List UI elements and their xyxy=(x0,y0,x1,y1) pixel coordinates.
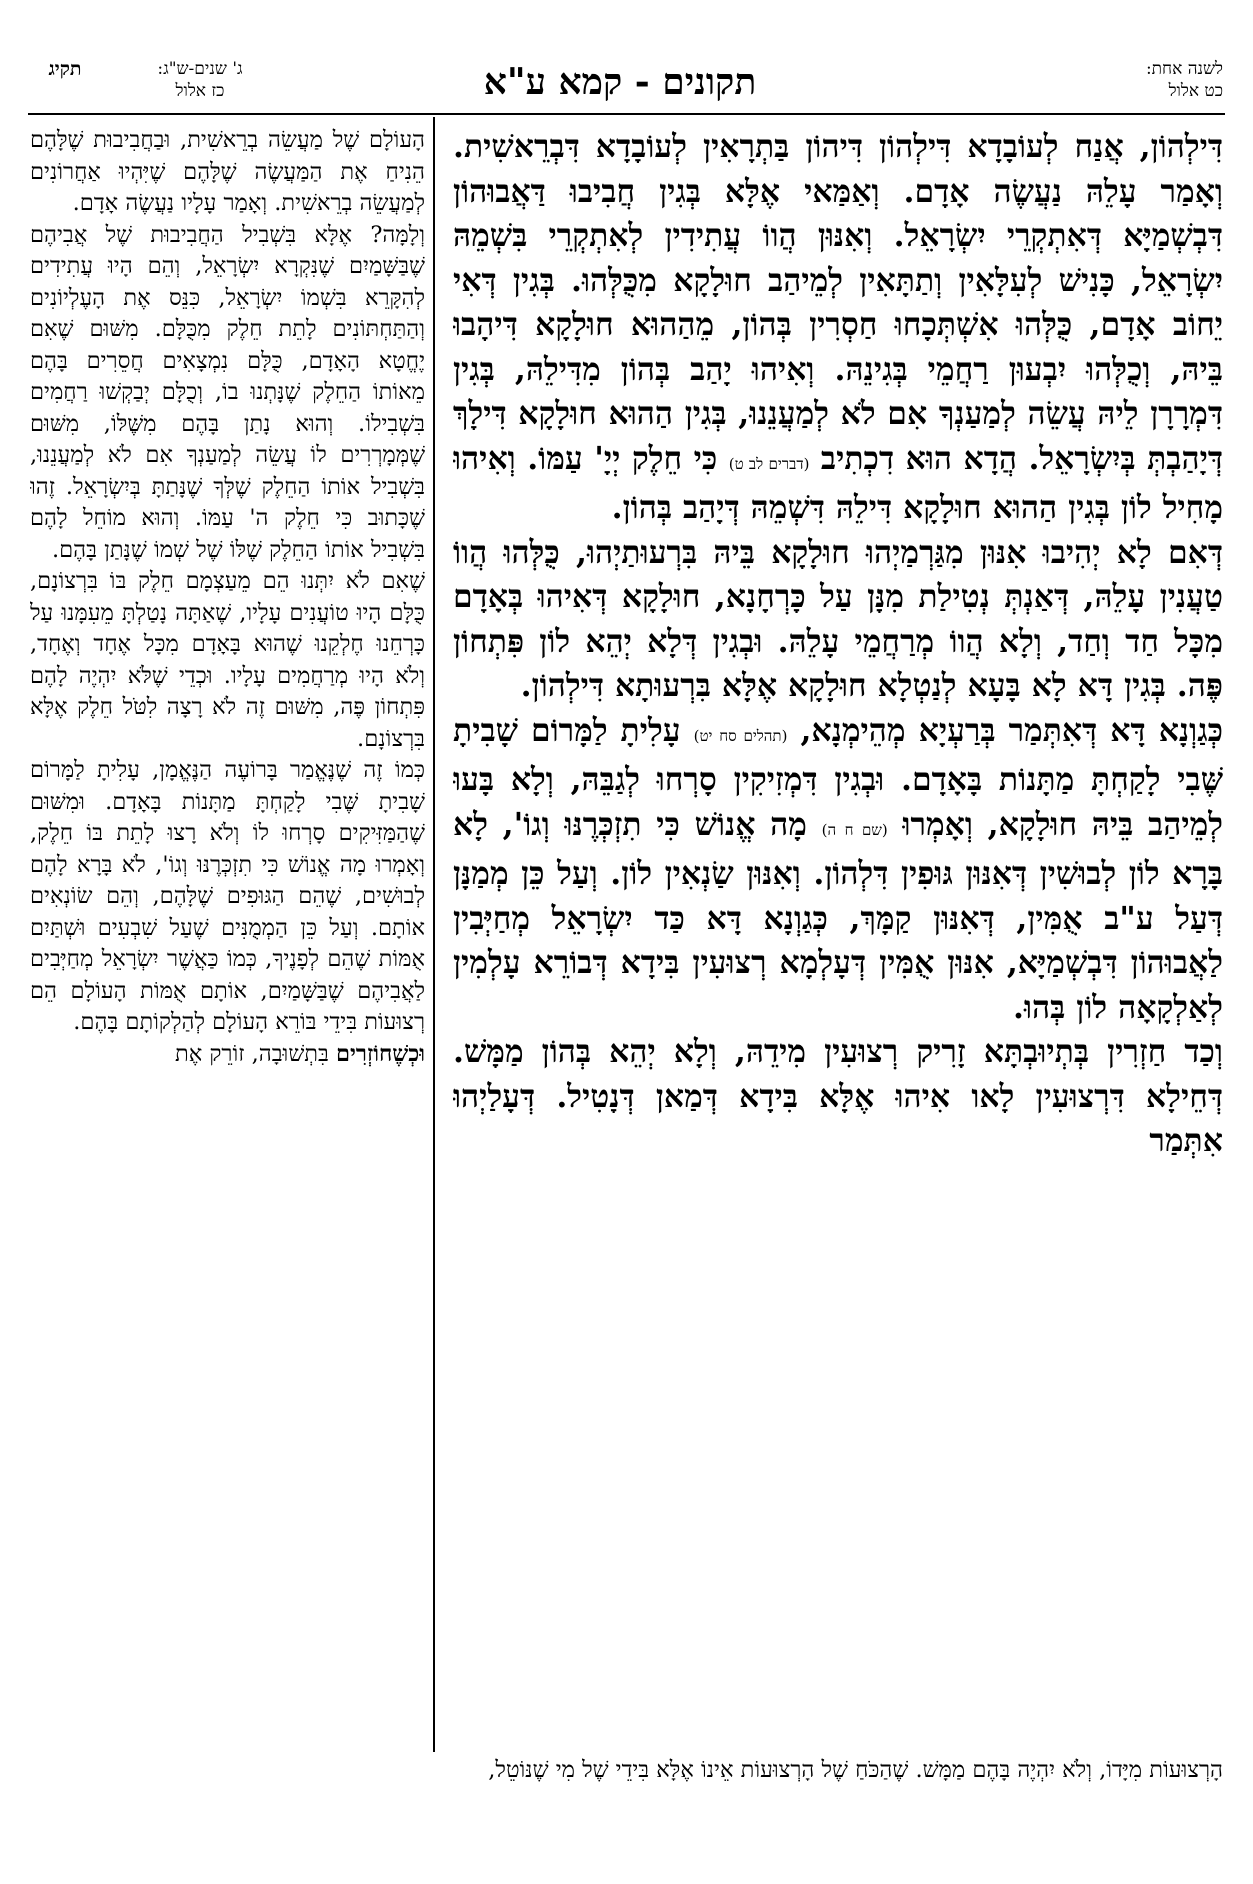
page-number: תקיג xyxy=(48,58,82,80)
reading-schedule-three-years: ג' שנים-ש"ג: xyxy=(157,59,243,79)
translation-paragraph xyxy=(30,1039,425,1071)
header-left-block xyxy=(110,58,290,118)
main-text-segment: דִּילְהוֹן, אֲנַח לְעוֹבָדָא דִּילְהוֹן דִּיהוֹן בַּתְרָאִין לְעוֹבָדָא דִּבְרֵאשִׁית. וְאָמַר עָלֵהּ נַעֲשֶׂה אָדָם. וְאַמַּאי אֶלָּא בְּגִין חֲבִיבוּ דַּאֲבוּהוֹן דִּבְשְׁמַיָּא דְּאִתְקְרֵי יִשְׂרָאֵל. וְאִנּוּן הֲווֹ עֲתִידִין לְאִתְקְרֵי בִּשְׁמֵהּ יִשְׂרָאֵל, כָּנִישׁ לְעִלָּאִין וְתַתָּאִין לְמֵיהַב חוּלָקָא מִכֻּלְּהוּ. בְּגִין דְּאִי יֵחוֹב אָדָם, כֻּלְּהוּ אִשְׁתְּכָחוּ חַסְרִין בְּהוֹן, מֵהַהוּא חוּלָקָא דִּיהָבוּ בֵּיהּ, וְכֻלְּהוּ יִבְעוּן רַחֲמֵי בְּגִינֵהּ. וְאִיהוּ יָהַב בְּהוֹן מִדִּילֵהּ, בְּגִין דִּמְרָרָן לֵיהּ עֲשֵׂה לְמַעַנְךָ אִם לֹא לְמַעֲנֵנוּ, בְּגִין הַהוּא חוּלָקָא דִּילָךְ דְּיָהַבְתְּ בְּיִשְׂרָאֵל. הֲדָא הוּא דִכְתִיב xyxy=(453,128,1223,477)
page-title: תקונים - קמא ע"א xyxy=(483,61,757,103)
main-text-segment: דְּאִם לָא יְהִיבוּ אִנּוּן מִגַּרְמַיְהוּ חוּלָקָא בֵּיהּ בִּרְעוּתַיְהוּ, כֻּלְּהוּ הֲווֹ טַעֲנִין עָלֵהּ, דְּאַנְתְּ נְטִילַת מִנָּן עַל כָּרְחָנָא, חוּלָקָא דְּאִיהוּ בְּאָדָם מִכָּל חַד וְחַד, וְלָא הֲווֹ מְרַחֲמֵי עָלֵהּ. וּבְגִין דְּלָא יְהֵא לוֹן פִּתְחוֹן פֶּה. בְּגִין דָּא לָא בָּעָא לְנַטְלָא חוּלָקָא אֶלָּא בִּרְעוּתָא דִּילְהוֹן. xyxy=(453,533,1223,704)
main-text-segment: כִּי חֵלֶק יְיָ' עַמּוֹ. וְאִיהוּ מָחִיל לוֹן בְּגִין הַהוּא חוּלָקָא דִּילֵהּ דִּשְׁמֵהּ דְּיָהַב בְּהוֹן. xyxy=(453,439,1223,526)
main-text-segment: כְּגַוְנָא דָּא דְּאִתְּמַר בְּרַעְיָא מְהֵימְנָא, xyxy=(800,711,1223,749)
translation-text-segment: בִּתְשׁוּבָה, זוֹרֵק אֶת xyxy=(174,1040,329,1067)
main-paragraph xyxy=(453,531,1223,709)
translation-lead-word: וּכְשֶׁחוֹזְרִים xyxy=(335,1040,425,1067)
translation-paragraph: כְּמוֹ זֶה שֶׁנֶּאֱמַר בָּרוֹעֶה הַנֶּאֱמָן, עָלִיתָ לַמָּרוֹם שָׁבִיתָ שֶּׁבִי לָקַחְתָּ מַתָּנוֹת בָּאָדָם. וּמִשּׁוּם שֶׁהַמַּזִּיקִים סָרְחוּ לוֹ וְלֹא רָצוּ לָתֵת בּוֹ חֵלֶק, וְאָמְרוּ מָה אֱנוֹשׁ כִּי תִזְכְּרֶנּוּ וְגוֹ', לֹא בָּרָא לָהֶם לְבוּשִׁים, שֶׁהֵם הַגּוּפִים שֶׁלָּהֶם, וְהֵם שׂוֹנְאִים אוֹתָם. וְעַל כֵּן הַמְמֻנִּים שֶׁעַל שִׁבְעִים וּשְׁתַּיִם אֻמּוֹת שֶׁהֵם לְפָנֶיךָ, כְּמוֹ כַּאֲשֶׁר יִשְׂרָאֵל מְחַיְּבִים לַאֲבִיהֶם שֶׁבַּשָּׁמַיִם, אוֹתָם אֻמּוֹת הָעוֹלָם הֵם רְצוּעוֹת בִּידֵי בּוֹרֵא הָעוֹלָם לְהַלְקוֹתָם בָּהֶם. xyxy=(30,757,425,1035)
header-right-block xyxy=(1073,58,1223,118)
translation-paragraph: וְלָמָּה? אֶלָּא בִּשְׁבִיל הַחֲבִיבוּת שֶׁל אֲבִיהֶם שֶׁבַּשָּׁמַיִם שֶׁנִּקְרָא יִשְׂרָאֵל, וְהֵם הָיוּ עֲתִידִים לְהִקָּרֵא בִּשְׁמוֹ יִשְׂרָאֵל, כִּנֵּס אֶת הָעֶלְיוֹנִים וְהַתַּחְתּוֹנִים לָתֵת חֵלֶק מִכֻּלָּם. מִשּׁוּם שֶׁאִם יֶחֱטָא הָאָדָם, כֻּלָּם נִמְצָאִים חֲסֵרִים בָּהֶם מֵאוֹתוֹ הַחֵלֶק שֶׁנָּתְנוּ בוֹ, וְכֻלָּם יְבַקְשׁוּ רַחֲמִים בִּשְׁבִילוֹ. וְהוּא נָתַן בָּהֶם מִשֶּׁלּוֹ, מִשּׁוּם שֶׁמְּמָרְרִים לוֹ עֲשֵׂה לְמַעַנְךָ אִם לֹא לְמַעֲנֵנוּ, בִּשְׁבִיל אוֹתוֹ הַחֵלֶק שֶׁלְּךָ שֶׁנָּתַתָּ בְּיִשְׂרָאֵל. זֶהוּ שֶׁכָּתוּב כִּי חֵלֶק ה' עַמּוֹ. וְהוּא מוֹחֵל לָהֶם בִּשְׁבִיל אוֹתוֹ הַחֵלֶק שֶׁלּוֹ שֶׁל שְׁמוֹ שֶׁנָּתַן בָּהֶם. xyxy=(30,221,425,563)
source-reference: (שם ח ה) xyxy=(821,820,888,839)
main-text-segment: וְכַד חַזְרִין בְּתְיוּבְתָּא זָרִיק רְצוּעִין מִידֵהּ, וְלָא יְהֵא בְּהוֹן מַמָּשׁ. דְּחֵילָא דִּרְצוּעִין לָאו אִיהוּ אֶלָּא בִּידָא דְּמַאן דְּנָטִיל. דְּעָלַיְהוּ אִתְּמַר xyxy=(453,1033,1223,1159)
header-divider xyxy=(28,113,1225,115)
main-paragraph xyxy=(453,1030,1223,1164)
main-text-segment: עָלִיתָ לַמָּרוֹם שָׁבִיתָ שֶּׁבִי לָקַחְתָּ מַתָּנוֹת בָּאָדָם. וּבְגִין דִּמְזִיקִין סָרְחוּ לְגַבֵּהּ, וְלָא בָּעוּ לְמֵיהַב בֵּיהּ חוּלָקָא, וְאָמְרוּ xyxy=(453,711,1223,843)
translation-paragraph: שֶׁאִם לֹא יִתְּנוּ הֵם מֵעַצְמָם חֵלֶק בּוֹ בִּרְצוֹנָם, כֻּלָּם הָיוּ טוֹעֲנִים עָלָיו, שֶׁאַתָּה נָטַלְתָּ מֵעִמָּנוּ עַל כָּרְחֵנוּ חֶלְקֵנוּ שֶׁהוּא בָּאָדָם מִכָּל אֶחָד וְאֶחָד, וְלֹא הָיוּ מְרַחֲמִים עָלָיו. וּכְדֵי שֶׁלֹּא יִהְיֶה לָהֶם פִּתְחוֹן פֶּה, מִשּׁוּם זֶה לֹא רָצָה לִטֹּל חֵלֶק אֶלָּא בִּרְצוֹנָם. xyxy=(30,568,425,752)
main-paragraph xyxy=(453,125,1223,531)
date-three-years: כז אלול xyxy=(175,81,225,101)
column-divider xyxy=(433,117,435,1752)
translation-column xyxy=(30,125,425,1755)
main-text-column xyxy=(453,125,1223,1755)
main-paragraph xyxy=(453,709,1223,1031)
main-text-segment: מָה אֱנוֹשׁ כִּי תִזְכְּרֶנּוּ וְגוֹ', לָא בָּרָא לוֹן לְבוּשִׁין דְּאִנּוּן גּוּפִין דִּלְהוֹן. וְאִנּוּן שַׂנְאִין לוֹן. וְעַל כֵּן מְמַנָּן דְּעַל ע"ב אֻמִּין, דְּאִנּוּן קַמָּךְ, כְּגַוְנָא דָּא כַּד יִשְׂרָאֵל מְחַיְּבִין לַאֲבוּהוֹן דִּבְשְׁמַיָּא, אִנּוּן אֻמִּין דְּעָלְמָא רְצוּעִין בִּידָא דְּבוֹרֵא עָלְמִין לְאַלְקָאָה לוֹן בְּהוּ. xyxy=(453,805,1223,1026)
reading-schedule-one-year: לשנה אחת: xyxy=(1145,59,1223,79)
date-one-year: כט אלול xyxy=(1168,81,1223,101)
source-reference: (דברים לב ט) xyxy=(728,454,810,473)
translation-paragraph: הָעוֹלָם שֶׁל מַעֲשֵׂה בְרֵאשִׁית, וּבַחֲבִיבוּת שֶׁלָּהֶם הֵנִיחַ אֶת הַמַּעֲשֶׂה שֶׁלָּהֶם שֶׁיִּהְיוּ אַחֲרוֹנִים לְמַעֲשֵׂה בְרֵאשִׁית. וְאָמַר עָלָיו נַעֲשֶׂה אָדָם. xyxy=(30,127,425,216)
source-reference: (תהלים סח יט) xyxy=(693,726,788,745)
translation-continuation: הָרְצוּעוֹת מִיָּדוֹ, וְלֹא יִהְיֶה בָּהֶם מַמָּשׁ. שֶׁהַכֹּחַ שֶׁל הָרְצוּעוֹת אֵינוֹ אֶלָּא בִּידֵי שֶׁל מִי שֶׁנּוֹטֵל, xyxy=(488,1757,1223,1783)
